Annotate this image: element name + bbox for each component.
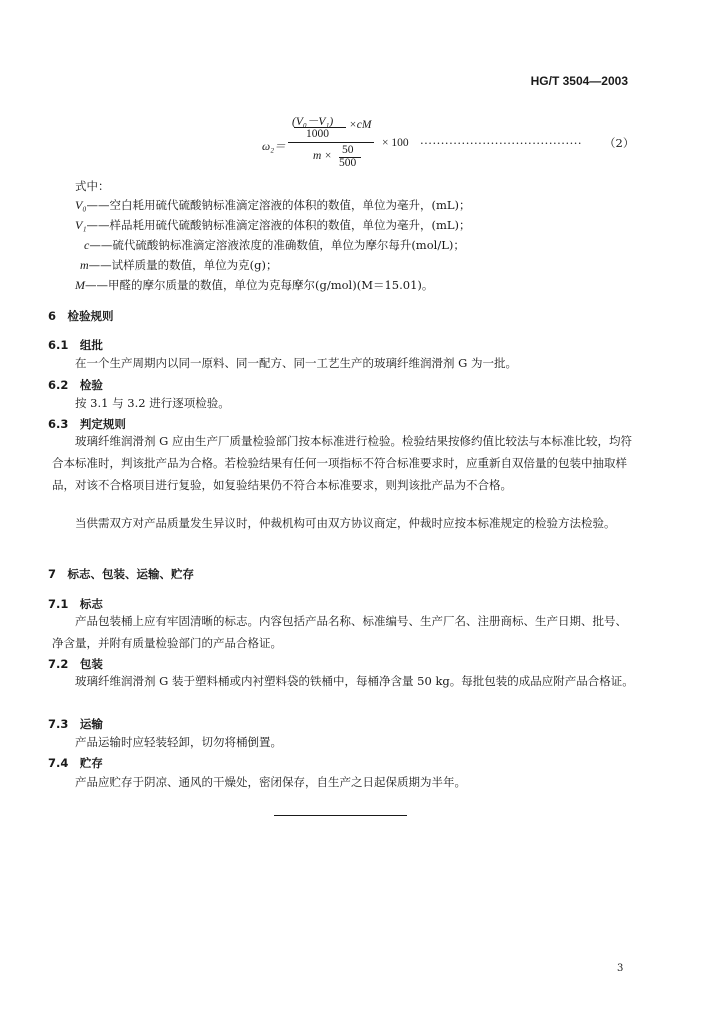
formula-50: 50: [342, 144, 354, 156]
section-6-3-paragraph-1: 玻璃纤维润滑剂 G 应由生产厂质量检验部门按本标准进行检验。检验结果按修约值比较法与本标准比较，均符合本标准时，判该批产品为合格。若检验结果有任何一项指标不符合标准要求时，应重新自双倍量的包装中抽取样品，对该不合格项目进行复验，如复验结果仍不符合本标准要求，则判该批产品为不合格。: [52, 434, 632, 492]
where-text: ——甲醛的摩尔质量的数值，单位为克每摩尔(g/mol)(M＝15.01)。: [85, 278, 434, 292]
where-label: 式中：: [75, 179, 110, 193]
section-7-title: 7 标志、包装、运输、贮存: [48, 567, 195, 581]
section-6-title: 6 检验规则: [48, 309, 114, 323]
section-7-1-title: 7.1 标志: [48, 597, 103, 611]
formula-leader-dots: ·······································: [420, 136, 583, 150]
where-text: ——空白耗用硫代硫酸钠标准滴定溶液的体积的数值，单位为毫升，(mL)；: [86, 198, 471, 212]
section-6-2-title: 6.2 检验: [48, 378, 103, 392]
formula-equation-number: （2）: [604, 136, 635, 150]
section-7-3-text: 产品运输时应轻装轻卸，切勿将桶倒置。: [75, 735, 282, 749]
where-symbol: M: [75, 278, 85, 292]
where-text: ——样品耗用硫代硫酸钠标准滴定溶液的体积的数值，单位为毫升，(mL)；: [86, 218, 471, 232]
formula-m-times: m ×: [313, 150, 332, 162]
section-7-2-title: 7.2 包装: [48, 657, 103, 671]
end-rule: [274, 815, 407, 816]
main-fraction-bar: [288, 142, 374, 143]
section-7-3-title: 7.3 运输: [48, 717, 103, 731]
where-item-v1: [75, 218, 471, 232]
section-6-1-title: 6.1 组批: [48, 338, 103, 352]
page-number: 3: [617, 963, 624, 974]
section-7-4-text: 产品应贮存于阴凉、通风的干燥处，密闭保存，自生产之日起保质期为半年。: [75, 775, 466, 789]
section-6-3-paragraph-2: 当供需双方对产品质量发生异议时，仲裁机构可由双方协议商定，仲裁时应按本标准规定的检验方法检验。: [75, 516, 616, 530]
formula-times-cm: ×cM: [349, 119, 372, 131]
section-7-1-text: 产品包装桶上应有牢固清晰的标志。内容包括产品名称、标准编号、生产厂名、注册商标、生产日期、批号、净含量，并附有质量检验部门的产品合格证。: [52, 614, 627, 650]
where-item-v0: [75, 198, 471, 212]
section-7-4-title: 7.4 贮存: [48, 756, 103, 770]
formula-500: 500: [339, 157, 357, 169]
formula-lhs: ω₂＝: [262, 141, 286, 153]
where-symbol: V₁: [75, 218, 87, 232]
where-symbol: V₀: [75, 198, 87, 212]
section-6-1-text: 在一个生产周期内以同一原料、同一配方、同一工艺生产的玻璃纤维润滑剂 G 为一批。: [75, 356, 517, 370]
formula-numerator-top: (V₀－V₁): [292, 116, 334, 128]
where-symbol: m: [80, 258, 89, 272]
section-6-3-title: 6.3 判定规则: [48, 417, 126, 431]
where-text: ——试样质量的数值，单位为克(g)；: [88, 258, 278, 272]
where-item-c: [84, 238, 465, 252]
where-text: ——硫代硫酸钠标准滴定溶液浓度的准确数值，单位为摩尔每升(mol/L)；: [89, 238, 465, 252]
formula-1000: 1000: [306, 128, 329, 140]
section-6-2-text: 按 3.1 与 3.2 进行逐项检验。: [75, 396, 230, 410]
where-item-m: [80, 258, 278, 272]
section-7-2-text: 玻璃纤维润滑剂 G 装于塑料桶或内衬塑料袋的铁桶中，每桶净含量 50 kg。每批包装的成品应附产品合格证。: [75, 674, 634, 688]
where-item-M: [75, 278, 433, 292]
where-symbol: c: [84, 238, 90, 252]
standard-code-header: HG/T 3504—2003: [530, 74, 628, 88]
formula-times-100: × 100: [382, 137, 409, 149]
